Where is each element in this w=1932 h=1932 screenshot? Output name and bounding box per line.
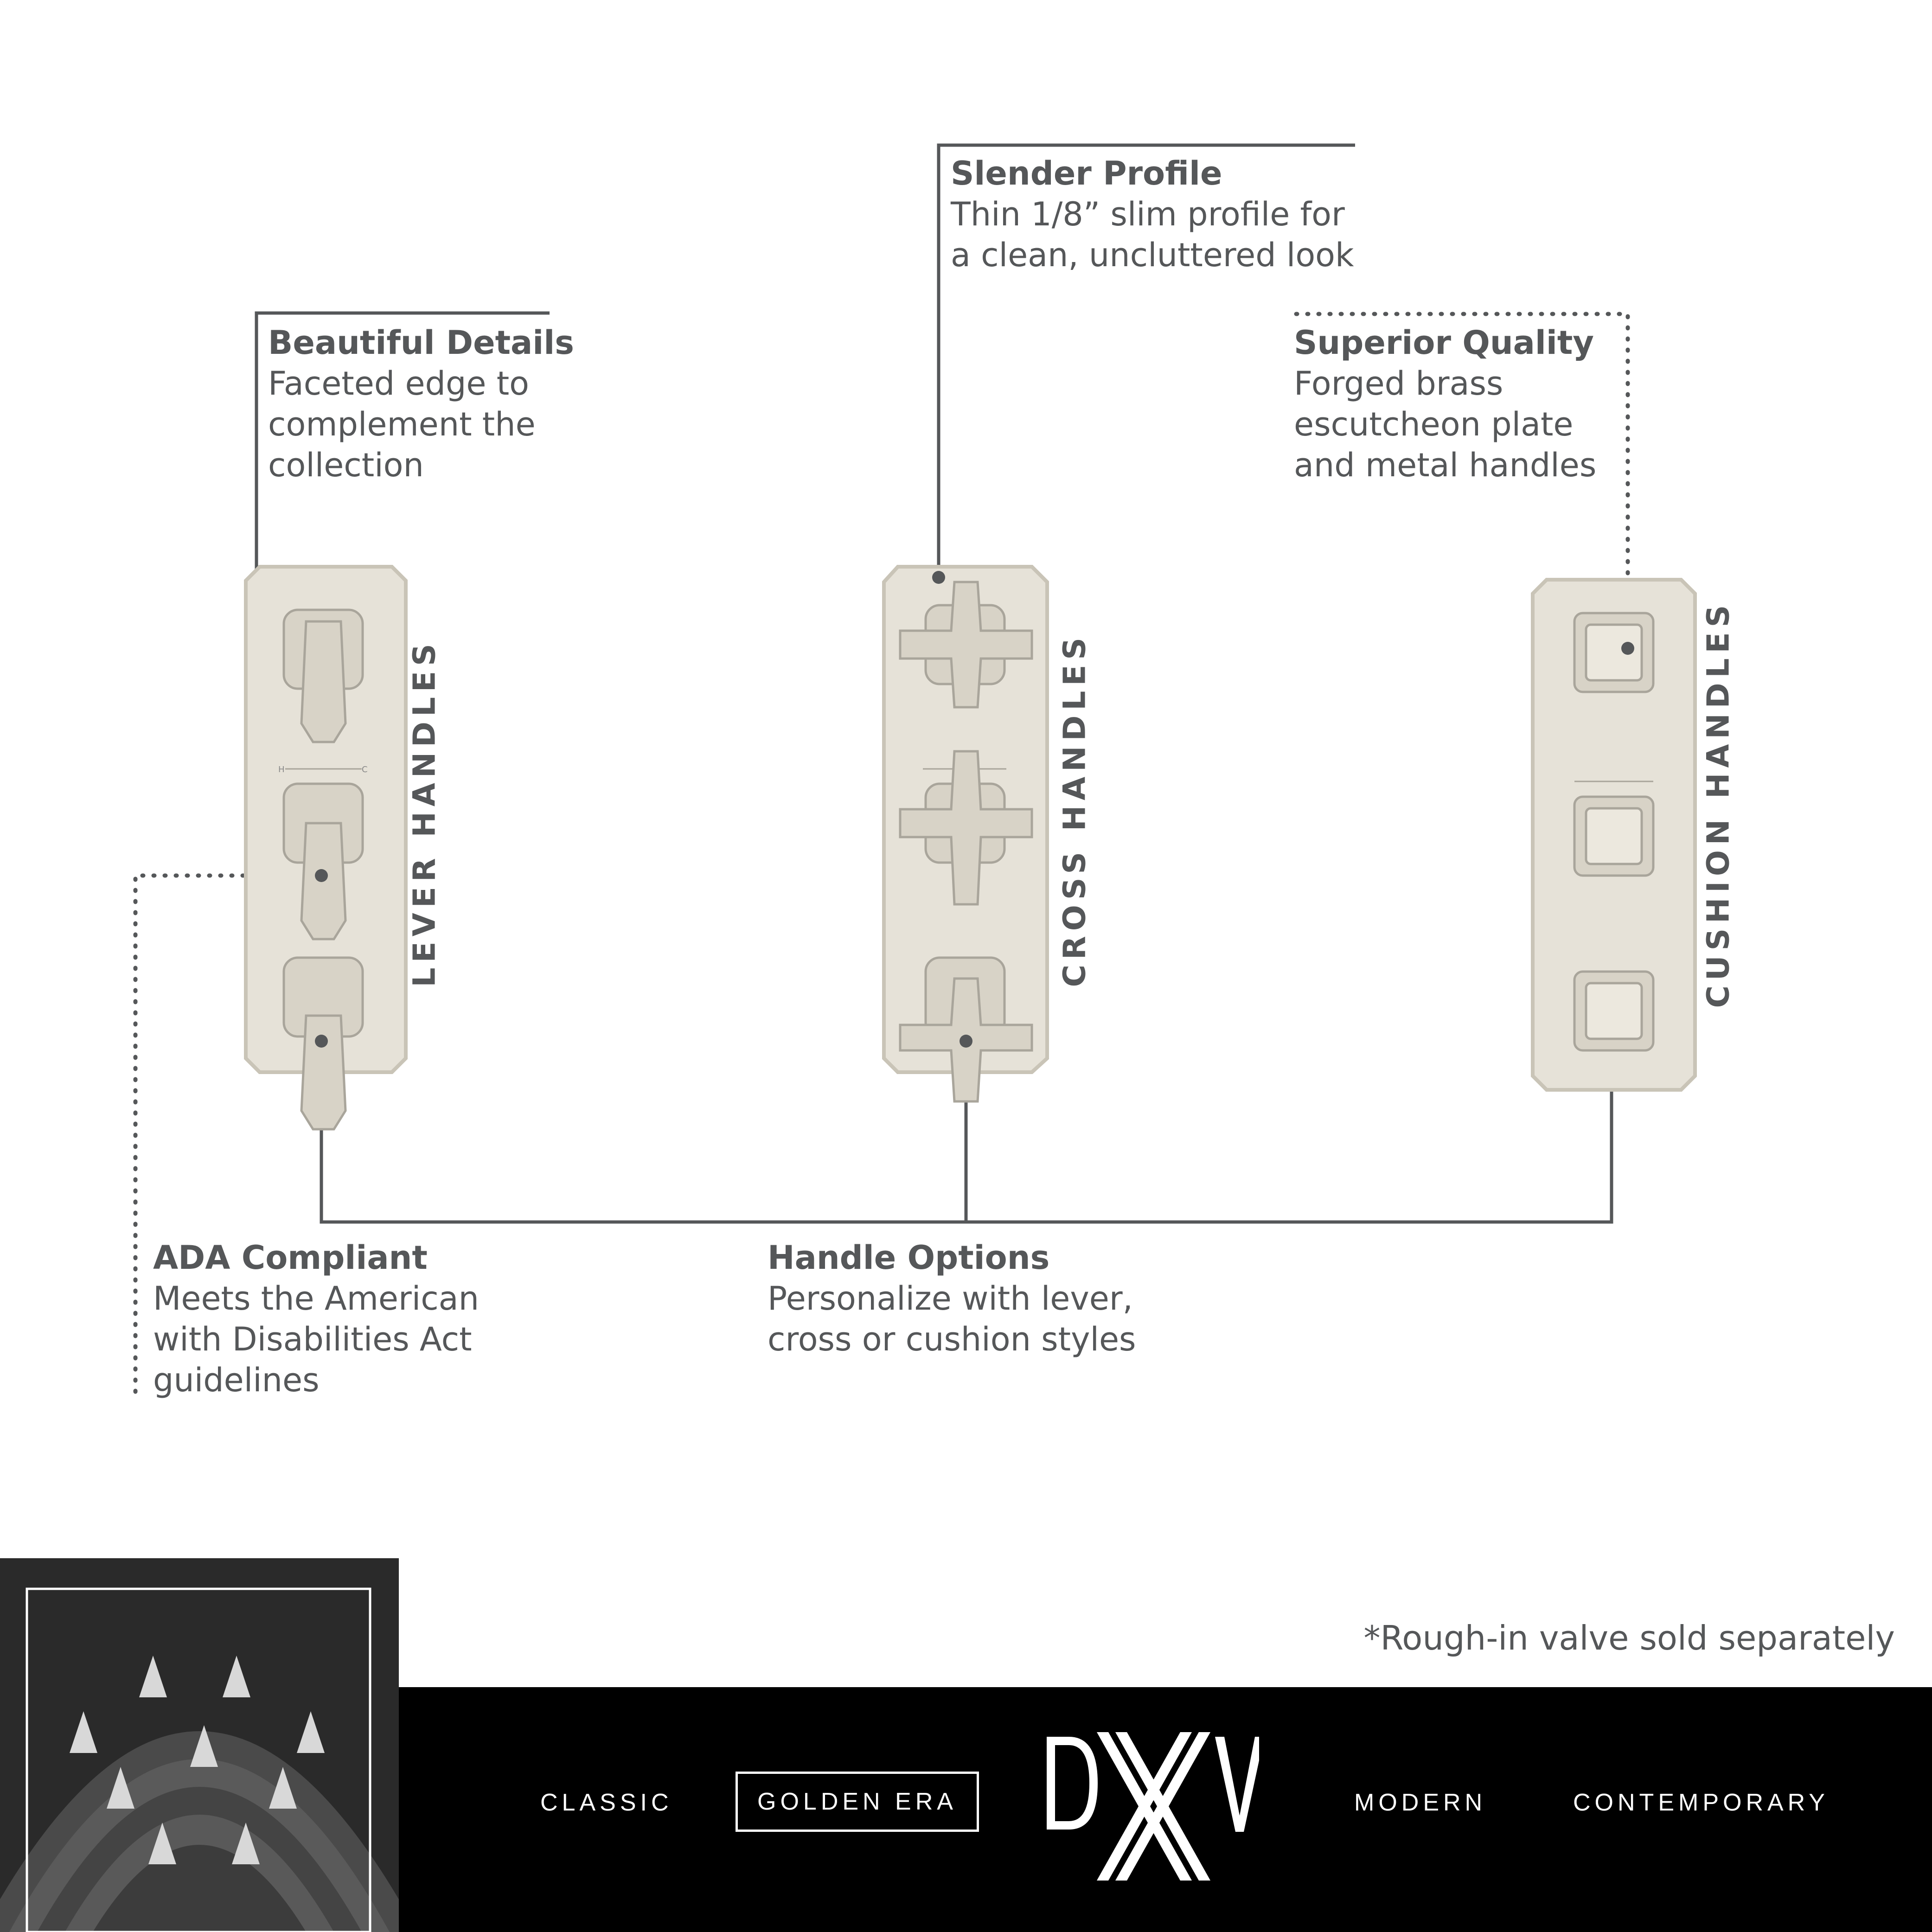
callout-title: ADA Compliant: [153, 1239, 428, 1277]
callout-beautiful-details: [268, 322, 574, 486]
svg-text:H: H: [278, 765, 285, 774]
nav-golden-era[interactable]: GOLDEN ERA: [736, 1772, 979, 1832]
callout-body: Meets the American with Disabilities Act guidelines: [153, 1279, 479, 1399]
callout-title: Handle Options: [768, 1239, 1050, 1277]
building-photo: [0, 1558, 399, 1932]
lever-handles-label: LEVER HANDLES: [406, 639, 442, 987]
callout-ada-compliant: [153, 1237, 479, 1401]
callout-title: Superior Quality: [1294, 324, 1594, 362]
svg-text:C: C: [362, 765, 368, 774]
callout-body: Forged brass escutcheon plate and metal handles: [1294, 365, 1597, 484]
cushion-trim-plate: [1533, 580, 1695, 1090]
callout-title: Slender Profile: [951, 154, 1222, 192]
callout-body: Thin 1/8” slim profile for a clean, uncluttered look: [951, 195, 1354, 274]
callout-body: Faceted edge to complement the collection: [268, 365, 536, 484]
callout-superior-quality: [1294, 322, 1596, 486]
callout-body: Personalize with lever, cross or cushion styles: [768, 1279, 1136, 1358]
callout-handle-options: [768, 1237, 1136, 1360]
cross-trim-plate: [884, 567, 1047, 1101]
nav-classic[interactable]: CLASSIC: [540, 1789, 673, 1816]
callout-title: Beautiful Details: [268, 324, 574, 362]
nav-modern[interactable]: MODERN: [1354, 1789, 1487, 1816]
cushion-handles-label: CUSHION HANDLES: [1700, 600, 1736, 1008]
nav-contemporary[interactable]: CONTEMPORARY: [1573, 1789, 1829, 1816]
footnote: *Rough-in valve sold separately: [1363, 1619, 1895, 1657]
callout-slender-profile: [951, 153, 1354, 275]
dxv-logo-mark: [1046, 1727, 1259, 1885]
dxv-logo[interactable]: [1046, 1727, 1259, 1887]
cross-handles-label: CROSS HANDLES: [1056, 633, 1093, 987]
lever-trim-plate: [246, 567, 406, 1129]
